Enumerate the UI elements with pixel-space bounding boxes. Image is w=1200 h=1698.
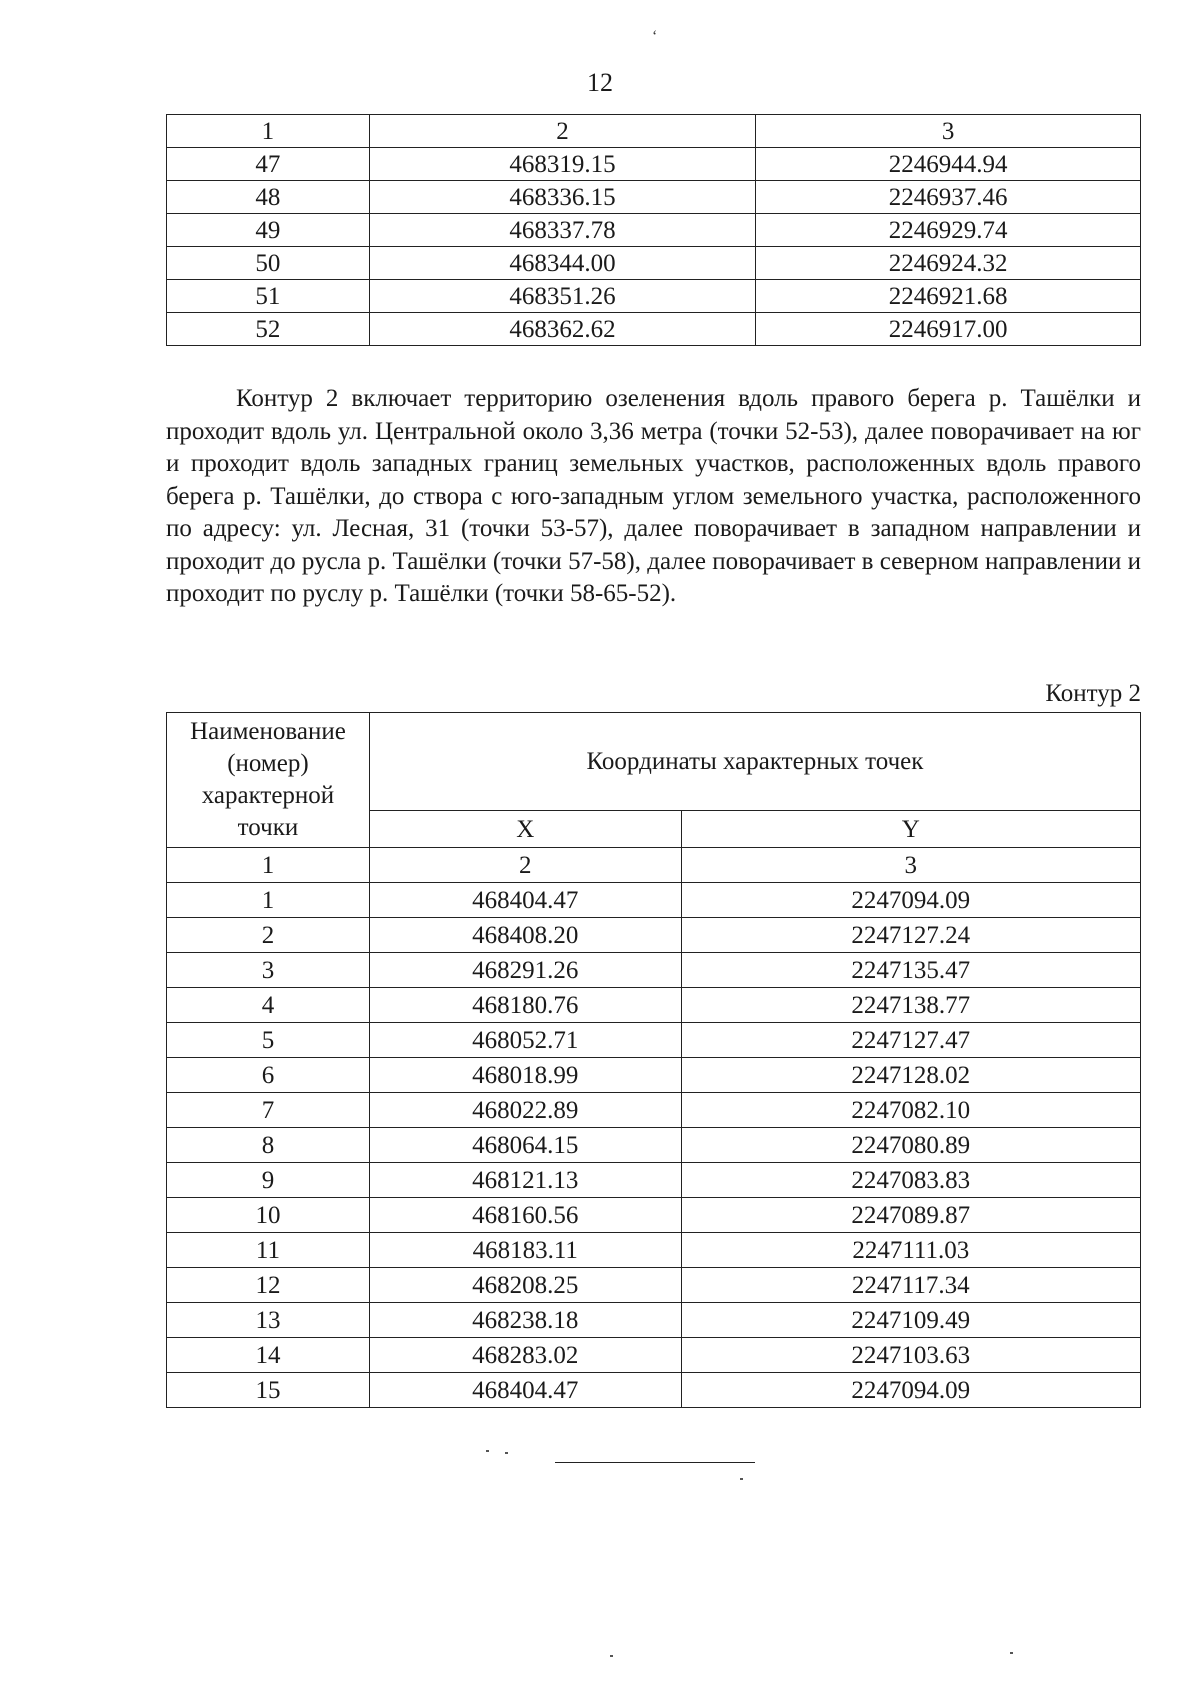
table-row (167, 1198, 1141, 1233)
scan-speck (740, 1478, 743, 1480)
scan-speck (610, 1655, 613, 1657)
table-row (167, 1338, 1141, 1373)
point-number-cell: 12 (167, 1268, 370, 1303)
point-number-cell: 9 (167, 1163, 370, 1198)
y-coordinate-cell: 2246929.74 (756, 214, 1141, 247)
table-header-row (167, 115, 1141, 148)
table-row (167, 1373, 1141, 1408)
table-header-row (167, 713, 1141, 811)
contour-2-coordinates-table (166, 712, 1141, 1408)
point-number-cell: 8 (167, 1128, 370, 1163)
point-number-cell: 4 (167, 988, 370, 1023)
x-coordinate-cell: 468336.15 (369, 181, 756, 214)
y-coordinate-cell: 2247080.89 (681, 1128, 1140, 1163)
table-row (167, 148, 1141, 181)
coordinates-table-continued (166, 114, 1141, 346)
scan-speck (505, 1452, 508, 1454)
y-coordinate-cell: 2247135.47 (681, 953, 1140, 988)
contour-description: Контур 2 включает территорию озеленения вдоль правого берега р. Ташёлки и проходит вдоль ул. Центральной около 3,36 метра (точки 52-53), далее поворачивает на юг и проходит вдоль западных границ земельных участков, расположенных вдоль правого берега р. Ташёлки, до створа с юго-западным углом земельного участка, расположенного по адресу: ул. Лесная, 31 (точки 53-57), далее поворачивает в западном направлении и проходит до русла р. Ташёлки (точки 57-58), далее поворачивает в северном направлении и проходит по руслу р. Ташёлки (точки 58-65-52). (166, 385, 1141, 607)
column-number-1: 1 (167, 115, 370, 148)
point-number-cell: 10 (167, 1198, 370, 1233)
point-number-cell: 1 (167, 883, 370, 918)
x-coordinate-cell: 468408.20 (369, 918, 681, 953)
x-coordinate-cell: 468291.26 (369, 953, 681, 988)
table-row (167, 181, 1141, 214)
table-row (167, 1023, 1141, 1058)
table-row (167, 247, 1141, 280)
y-coordinate-cell: 2247082.10 (681, 1093, 1140, 1128)
x-coordinate-cell: 468160.56 (369, 1198, 681, 1233)
y-header: Y (681, 811, 1140, 848)
table-body (167, 713, 1141, 1408)
table-body (167, 115, 1141, 346)
table-row (167, 1268, 1141, 1303)
point-number-cell: 50 (167, 247, 370, 280)
column-index-row (167, 848, 1141, 883)
y-coordinate-cell: 2247109.49 (681, 1303, 1140, 1338)
y-coordinate-cell: 2246921.68 (756, 280, 1141, 313)
y-coordinate-cell: 2247094.09 (681, 883, 1140, 918)
x-coordinate-cell: 468404.47 (369, 883, 681, 918)
point-number-cell: 11 (167, 1233, 370, 1268)
table-row (167, 1058, 1141, 1093)
table-row (167, 918, 1141, 953)
table-caption: Контур 2 (1045, 680, 1141, 707)
x-coordinate-cell: 468018.99 (369, 1058, 681, 1093)
point-number-cell: 7 (167, 1093, 370, 1128)
point-number-cell: 15 (167, 1373, 370, 1408)
x-coordinate-cell: 468121.13 (369, 1163, 681, 1198)
y-coordinate-cell: 2246924.32 (756, 247, 1141, 280)
point-name-header (167, 713, 370, 848)
y-coordinate-cell: 2246917.00 (756, 313, 1141, 346)
x-coordinate-cell: 468064.15 (369, 1128, 681, 1163)
x-coordinate-cell: 468183.11 (369, 1233, 681, 1268)
header-line: (номер) (227, 750, 309, 777)
point-number-cell: 52 (167, 313, 370, 346)
table-row (167, 1128, 1141, 1163)
y-coordinate-cell: 2247138.77 (681, 988, 1140, 1023)
header-line: Наименование (190, 718, 346, 745)
x-coordinate-cell: 468052.71 (369, 1023, 681, 1058)
coordinates-header: Координаты характерных точек (369, 713, 1140, 811)
table-row (167, 1233, 1141, 1268)
header-line: характерной (201, 782, 335, 809)
y-coordinate-cell: 2247127.47 (681, 1023, 1140, 1058)
point-number-cell: 5 (167, 1023, 370, 1058)
table-row (167, 313, 1141, 346)
table-row (167, 1303, 1141, 1338)
x-header: X (369, 811, 681, 848)
point-number-cell: 2 (167, 918, 370, 953)
table-row (167, 1163, 1141, 1198)
x-coordinate-cell: 468238.18 (369, 1303, 681, 1338)
y-coordinate-cell: 2247089.87 (681, 1198, 1140, 1233)
x-coordinate-cell: 468362.62 (369, 313, 756, 346)
x-coordinate-cell: 468404.47 (369, 1373, 681, 1408)
x-coordinate-cell: 468022.89 (369, 1093, 681, 1128)
end-divider-line (555, 1462, 755, 1463)
table-row (167, 988, 1141, 1023)
point-number-cell: 47 (167, 148, 370, 181)
y-coordinate-cell: 2247117.34 (681, 1268, 1140, 1303)
column-number-2: 2 (369, 848, 681, 883)
header-line: точки (237, 814, 299, 841)
scan-mark: ‘ (652, 28, 658, 45)
y-coordinate-cell: 2247103.63 (681, 1338, 1140, 1373)
scan-speck (486, 1450, 489, 1452)
x-coordinate-cell: 468180.76 (369, 988, 681, 1023)
y-coordinate-cell: 2247094.09 (681, 1373, 1140, 1408)
y-coordinate-cell: 2247128.02 (681, 1058, 1140, 1093)
table-row (167, 1093, 1141, 1128)
table-row (167, 883, 1141, 918)
x-coordinate-cell: 468351.26 (369, 280, 756, 313)
y-coordinate-cell: 2247111.03 (681, 1233, 1140, 1268)
x-coordinate-cell: 468344.00 (369, 247, 756, 280)
column-number-3: 3 (681, 848, 1140, 883)
point-number-cell: 6 (167, 1058, 370, 1093)
point-number-cell: 3 (167, 953, 370, 988)
column-number-3: 3 (756, 115, 1141, 148)
point-number-cell: 14 (167, 1338, 370, 1373)
table-row (167, 953, 1141, 988)
table-row (167, 214, 1141, 247)
x-coordinate-cell: 468208.25 (369, 1268, 681, 1303)
y-coordinate-cell: 2247127.24 (681, 918, 1140, 953)
x-coordinate-cell: 468283.02 (369, 1338, 681, 1373)
y-coordinate-cell: 2246937.46 (756, 181, 1141, 214)
point-number-cell: 13 (167, 1303, 370, 1338)
page-number: 12 (587, 68, 613, 97)
point-number-cell: 51 (167, 280, 370, 313)
point-number-cell: 49 (167, 214, 370, 247)
table-row (167, 280, 1141, 313)
column-number-2: 2 (369, 115, 756, 148)
x-coordinate-cell: 468337.78 (369, 214, 756, 247)
y-coordinate-cell: 2246944.94 (756, 148, 1141, 181)
x-coordinate-cell: 468319.15 (369, 148, 756, 181)
y-coordinate-cell: 2247083.83 (681, 1163, 1140, 1198)
point-number-cell: 48 (167, 181, 370, 214)
scan-speck (1010, 1652, 1013, 1654)
column-number-1: 1 (167, 848, 370, 883)
